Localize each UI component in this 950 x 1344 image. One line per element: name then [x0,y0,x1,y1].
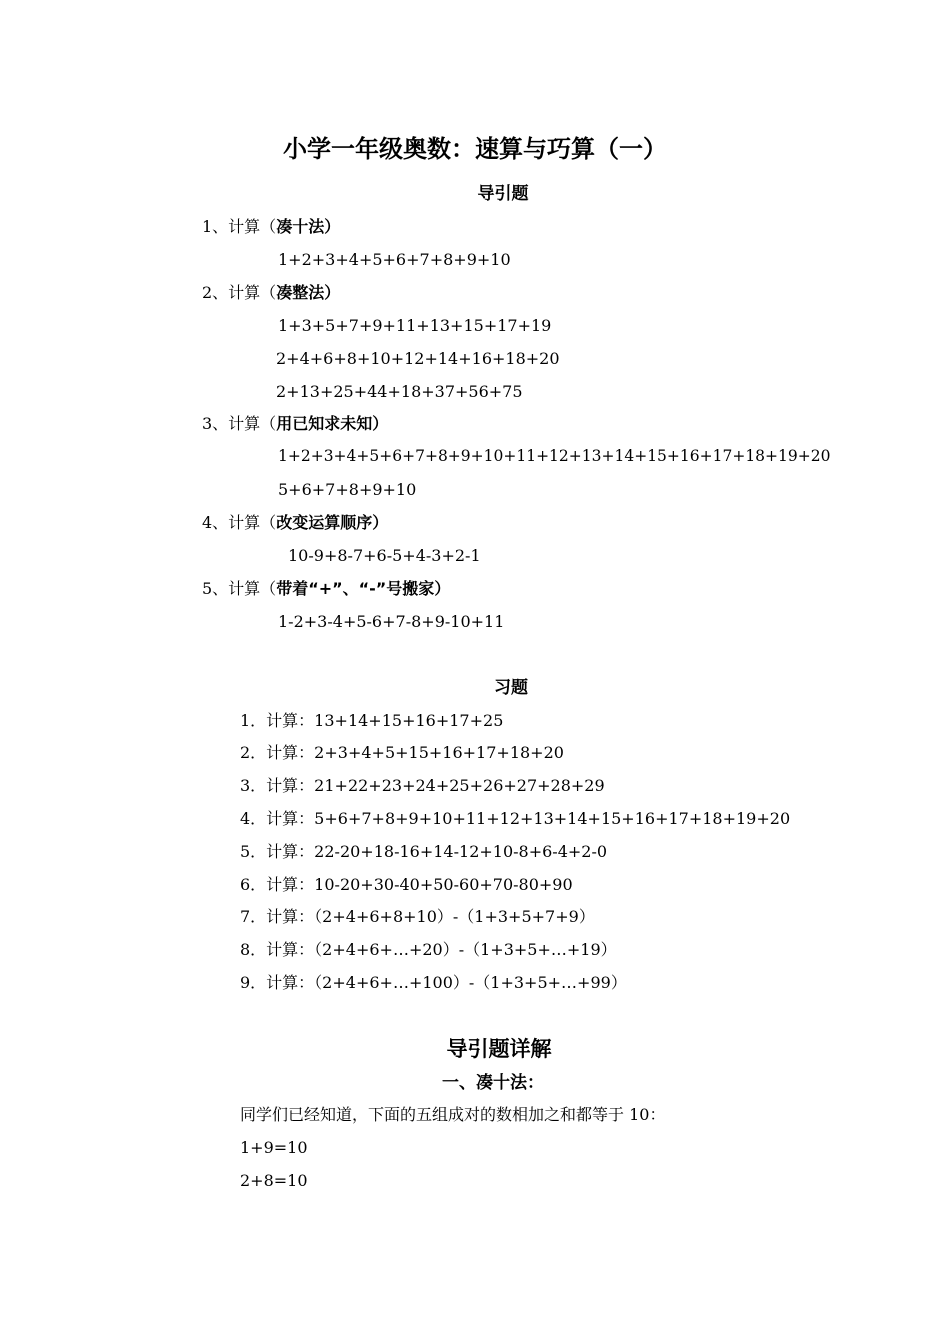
intro-problem-2 [202,285,340,301]
detail-paragraph: 同学们已经知道，下面的五组成对的数相加之和都等于 10： [240,1105,666,1124]
exercise-item: 8．计算：（2+4+6+…+20）-（1+3+5+…+19） [240,940,617,959]
intro-suffix: ） [324,283,341,302]
intro-expression: 10-9+8-7+6-5+4-3+2-1 [288,546,481,565]
detail-subheading: 一、凑十法： [442,1073,544,1093]
exercise-item: 3．计算：21+22+23+24+25+26+27+28+29 [240,776,605,795]
intro-problem-1 [202,219,340,235]
exercise-item: 4．计算：5+6+7+8+9+10+11+12+13+14+15+16+17+18+19+20 [240,809,791,828]
exercise-heading: 习题 [494,678,528,698]
intro-prefix: 1、计算（ [202,217,277,236]
intro-prefix: 4、计算（ [202,513,277,532]
exercise-item: 7．计算：（2+4+6+8+10）-（1+3+5+7+9） [240,907,595,926]
intro-suffix: ） [372,513,389,532]
exercise-item: 1．计算：13+14+15+16+17+25 [240,711,504,730]
intro-suffix: ） [372,414,389,433]
intro-expression: 5+6+7+8+9+10 [278,480,417,499]
intro-prefix: 5、计算（ [202,579,277,598]
detail-line: 2+8=10 [240,1171,308,1190]
intro-method: 凑十法 [276,217,325,236]
intro-method: 用已知求未知 [276,414,373,433]
intro-suffix: ） [324,217,341,236]
intro-prefix: 3、计算（ [202,414,277,433]
intro-problem-4 [202,515,388,531]
intro-expression: 2+13+25+44+18+37+56+75 [276,382,523,401]
detail-line: 1+9=10 [240,1138,308,1157]
intro-expression: 1+2+3+4+5+6+7+8+9+10+11+12+13+14+15+16+17+18+19+20 [278,447,831,465]
intro-expression: 2+4+6+8+10+12+14+16+18+20 [276,349,560,368]
intro-expression: 1+2+3+4+5+6+7+8+9+10 [278,250,511,269]
intro-problem-3 [202,416,388,432]
page-title: 小学一年级奥数：速算与巧算（一） [283,135,667,163]
intro-method: 改变运算顺序 [276,513,373,532]
intro-suffix: ） [434,579,451,598]
exercise-item: 6．计算：10-20+30-40+50-60+70-80+90 [240,875,573,894]
exercise-item: 5．计算：22-20+18-16+14-12+10-8+6-4+2-0 [240,842,608,861]
intro-method: 带着“+”、“-”号搬家 [276,579,435,598]
intro-expression: 1+3+5+7+9+11+13+15+17+19 [278,316,552,335]
intro-heading: 导引题 [477,184,529,204]
exercise-item: 2．计算：2+3+4+5+15+16+17+18+20 [240,743,564,762]
intro-prefix: 2、计算（ [202,283,277,302]
intro-expression: 1-2+3-4+5-6+7-8+9-10+11 [278,612,505,631]
intro-method: 凑整法 [276,283,325,302]
exercise-item: 9．计算：（2+4+6+…+100）-（1+3+5+…+99） [240,973,627,992]
intro-problem-5 [202,581,450,597]
detail-heading: 导引题详解 [446,1037,552,1061]
